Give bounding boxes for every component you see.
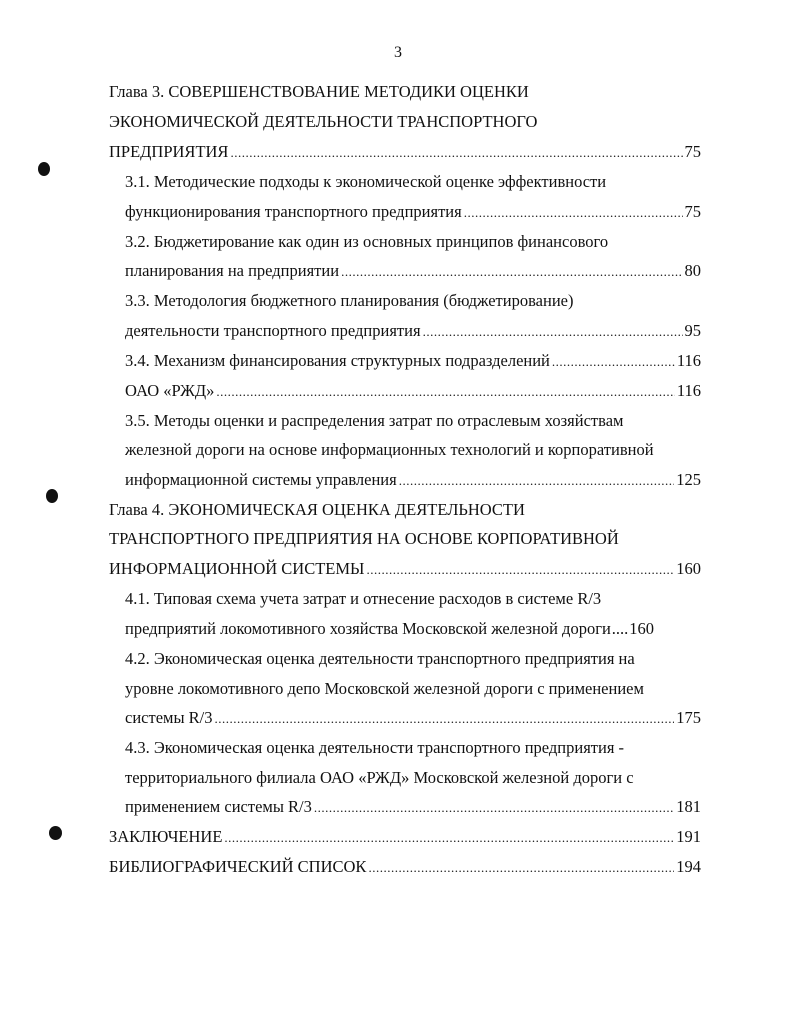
section-4-3-page: 181	[676, 797, 701, 816]
bibliography-page: 194	[676, 857, 701, 876]
bibliography-label: БИБЛИОГРАФИЧЕСКИЙ СПИСОК	[109, 857, 367, 876]
chapter-3-title-end: ПРЕДПРИЯТИЯ	[109, 142, 229, 161]
section-3-1-line-2	[125, 200, 701, 224]
chapter-3-page: 75	[684, 142, 701, 161]
section-3-2-line-2	[125, 259, 701, 283]
chapter-4-title-line-2: ТРАНСПОРТНОГО ПРЕДПРИЯТИЯ НА ОСНОВЕ КОРПОРАТИВНОЙ	[109, 529, 619, 548]
section-3-2-title-end: планирования на предприятии	[125, 261, 340, 280]
section-3-4-title: 3.4. Механизм финансирования структурных подразделений	[125, 351, 550, 370]
section-3-3-line-2	[125, 319, 701, 343]
section-4-3-title-end: применением системы R/3	[125, 797, 312, 816]
dot-leader	[368, 856, 674, 879]
conclusion-label: ЗАКЛЮЧЕНИЕ	[109, 827, 223, 846]
section-3-1-line-1: 3.1. Методические подходы к экономической оценке эффективности	[125, 172, 607, 191]
section-3-4-title-end: ОАО «РЖД»	[125, 381, 215, 400]
page-number: 3	[394, 44, 402, 61]
conclusion-entry	[109, 825, 701, 849]
section-3-3-line-1: 3.3. Методология бюджетного планирования (бюджетирование)	[125, 291, 574, 310]
chapter-4-title-line-3	[109, 557, 701, 581]
section-4-2-title-end: системы R/3	[125, 708, 213, 727]
section-4-1-page: 160	[629, 619, 655, 638]
dot-leader	[552, 350, 675, 373]
section-3-4-line-1	[125, 349, 701, 373]
dot-leader	[216, 380, 674, 403]
section-3-5-line-1: 3.5. Методы оценки и распределения затрат по отраслевым хозяйствам	[125, 411, 624, 430]
section-3-4-page-2: 116	[676, 381, 701, 400]
section-3-1-title-end: функционирования транспортного предприятия	[125, 202, 462, 221]
dot-leader	[314, 796, 674, 819]
section-4-3-line-2: территориального филиала ОАО «РЖД» Московской железной дороги с	[125, 768, 634, 787]
dot-leader	[423, 320, 683, 343]
section-3-2-page: 80	[684, 261, 701, 280]
section-4-1-title-end: предприятий локомотивного хозяйства Московской железной дороги	[125, 619, 611, 638]
chapter-3-title-line-2: ЭКОНОМИЧЕСКОЙ ДЕЯТЕЛЬНОСТИ ТРАНСПОРТНОГО	[109, 112, 538, 131]
section-4-1-line-2	[125, 617, 701, 641]
section-4-2-page: 175	[676, 708, 701, 727]
section-3-5-page: 125	[676, 470, 701, 489]
section-3-2-line-1: 3.2. Бюджетирование как один из основных принципов финансового	[125, 232, 609, 251]
dot-leader	[366, 558, 674, 581]
dot-leader	[399, 469, 675, 492]
section-3-3-page: 95	[684, 321, 701, 340]
bibliography-entry	[109, 855, 701, 879]
section-4-1-ellipsis: ....	[611, 619, 629, 638]
chapter-3-title-line-1: Глава 3. СОВЕРШЕНСТВОВАНИЕ МЕТОДИКИ ОЦЕНКИ	[109, 82, 529, 101]
dot-leader	[215, 707, 675, 730]
dot-leader	[230, 141, 682, 164]
section-4-3-line-1: 4.3. Экономическая оценка деятельности транспортного предприятия -	[125, 738, 625, 757]
section-4-2-line-3	[125, 706, 701, 730]
conclusion-page: 191	[676, 827, 701, 846]
dot-leader	[341, 260, 682, 283]
section-3-4-line-2	[125, 379, 701, 403]
chapter-3-title-line-3	[109, 140, 701, 164]
section-3-5-line-3	[125, 468, 701, 492]
section-3-3-title-end: деятельности транспортного предприятия	[125, 321, 421, 340]
section-3-5-line-2: железной дороги на основе информационных технологий и корпоративной	[125, 440, 654, 459]
chapter-4-title-line-1: Глава 4. ЭКОНОМИЧЕСКАЯ ОЦЕНКА ДЕЯТЕЛЬНОСТИ	[109, 500, 525, 519]
section-3-4-page: 116	[676, 351, 701, 370]
section-3-5-title-end: информационной системы управления	[125, 470, 397, 489]
dot-leader	[224, 826, 674, 849]
section-4-2-line-1: 4.2. Экономическая оценка деятельности транспортного предприятия на	[125, 649, 635, 668]
section-4-2-line-2: уровне локомотивного депо Московской железной дороги с применением	[125, 679, 644, 698]
dot-leader	[464, 201, 683, 224]
section-4-1-line-1: 4.1. Типовая схема учета затрат и отнесение расходов в системе R/3	[125, 589, 602, 608]
chapter-4-title-end: ИНФОРМАЦИОННОЙ СИСТЕМЫ	[109, 559, 365, 578]
section-4-3-line-3	[125, 795, 701, 819]
chapter-4-page: 160	[676, 559, 701, 578]
section-3-1-page: 75	[684, 202, 701, 221]
